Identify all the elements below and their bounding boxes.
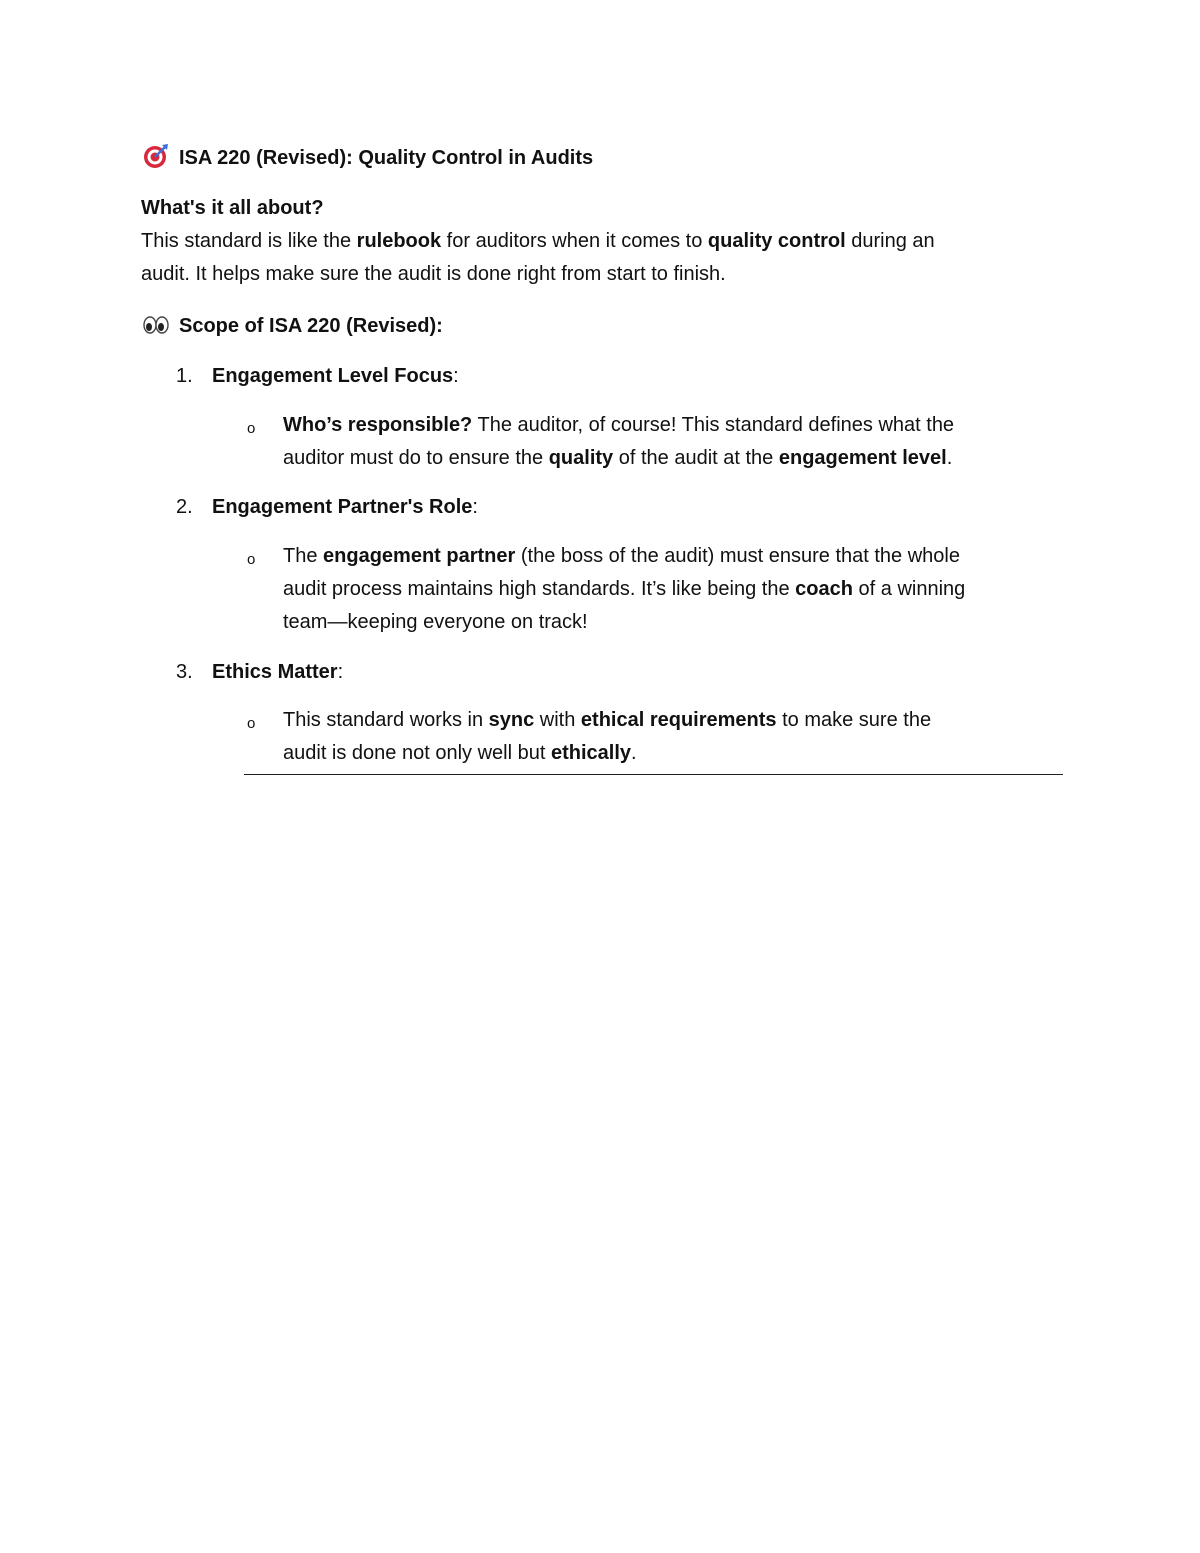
intro-text-3: during an: [845, 230, 935, 252]
item-1-bold-engagement-level: engagement level: [778, 447, 947, 469]
item-2-colon: :: [472, 496, 478, 518]
item-3-text-5: .: [631, 742, 637, 764]
item-2-text-3: audit process maintains high standards. It’s like being the: [283, 578, 796, 600]
item-2-bullet: o: [247, 551, 256, 568]
item-2-text-2: (the boss of the audit) must ensure that the whole: [515, 545, 960, 567]
item-3-bullet: o: [247, 715, 256, 732]
intro-bold-quality-control: quality control: [707, 230, 846, 252]
item-2-bold-engagement-partner: engagement partner: [323, 545, 516, 567]
scope-heading: [143, 310, 443, 343]
intro-heading-text: What's it all about?: [141, 197, 324, 219]
item-3-text-3: to make sure the: [776, 709, 932, 731]
item-2-text-1: The: [283, 545, 324, 567]
item-3-number: 3.: [176, 661, 193, 683]
item-2-text-line-2: [283, 573, 965, 606]
item-1-text-4: .: [946, 447, 953, 469]
item-2-bold-coach: coach: [795, 578, 853, 600]
item-2-heading: [212, 491, 478, 524]
item-1-number: 1.: [176, 365, 193, 387]
item-1-heading: [212, 360, 459, 393]
item-1-text-1: The auditor, of course! This standard defines what the: [472, 414, 955, 436]
item-1-bold-1: Who’s responsible?: [283, 414, 473, 436]
item-2-text-line-1: [283, 540, 960, 573]
item-1-colon: :: [453, 365, 459, 387]
item-3-text-1: This standard works in: [283, 709, 489, 731]
document-title: [143, 142, 593, 175]
item-3-text-2: with: [534, 709, 581, 731]
item-1-text-line-1: [283, 409, 954, 442]
item-3-text-line-1: [283, 704, 931, 737]
item-1-text-3: of the audit at the: [613, 447, 779, 469]
item-3-bold-ethical-requirements: ethical requirements: [580, 709, 777, 731]
intro-paragraph-line-2: [141, 258, 726, 291]
intro-heading: [141, 192, 324, 225]
item-1-text-2: auditor must do to ensure the: [283, 447, 549, 469]
scope-heading-text: Scope of ISA 220 (Revised):: [179, 315, 443, 337]
horizontal-divider: [244, 774, 1063, 775]
item-1-heading-text: Engagement Level Focus: [212, 365, 454, 387]
intro-text-4: audit. It helps make sure the audit is done right from start to finish.: [141, 263, 726, 285]
item-1-bullet: o: [247, 420, 256, 437]
item-3-colon: :: [337, 661, 344, 683]
intro-bold-rulebook: rulebook: [356, 230, 442, 252]
item-3-text-line-2: [283, 737, 637, 770]
intro-text-2: for auditors when it comes to: [441, 230, 708, 252]
item-3-heading-text: Ethics Matter: [212, 661, 338, 683]
item-1-bold-quality: quality: [548, 447, 614, 469]
item-2-text-5: team—keeping everyone on track!: [283, 611, 588, 633]
item-2-text-line-3: [283, 606, 588, 639]
item-2-number: 2.: [176, 496, 193, 518]
item-2-text-4: of a winning: [852, 578, 966, 600]
intro-paragraph-line-1: [141, 225, 935, 258]
item-3-bold-sync: sync: [488, 709, 535, 731]
item-1-text-line-2: [283, 442, 952, 475]
item-3-text-4: audit is done not only well but: [283, 742, 551, 764]
direct-hit-target-icon: [143, 143, 169, 169]
item-2-heading-text: Engagement Partner's Role: [212, 496, 473, 518]
title-text: ISA 220 (Revised): Quality Control in Audits: [179, 147, 594, 169]
item-3-heading: [212, 656, 343, 689]
eyes-icon: [143, 311, 169, 337]
intro-text-1: This standard is like the: [141, 230, 357, 252]
item-3-bold-ethically: ethically: [550, 742, 631, 764]
